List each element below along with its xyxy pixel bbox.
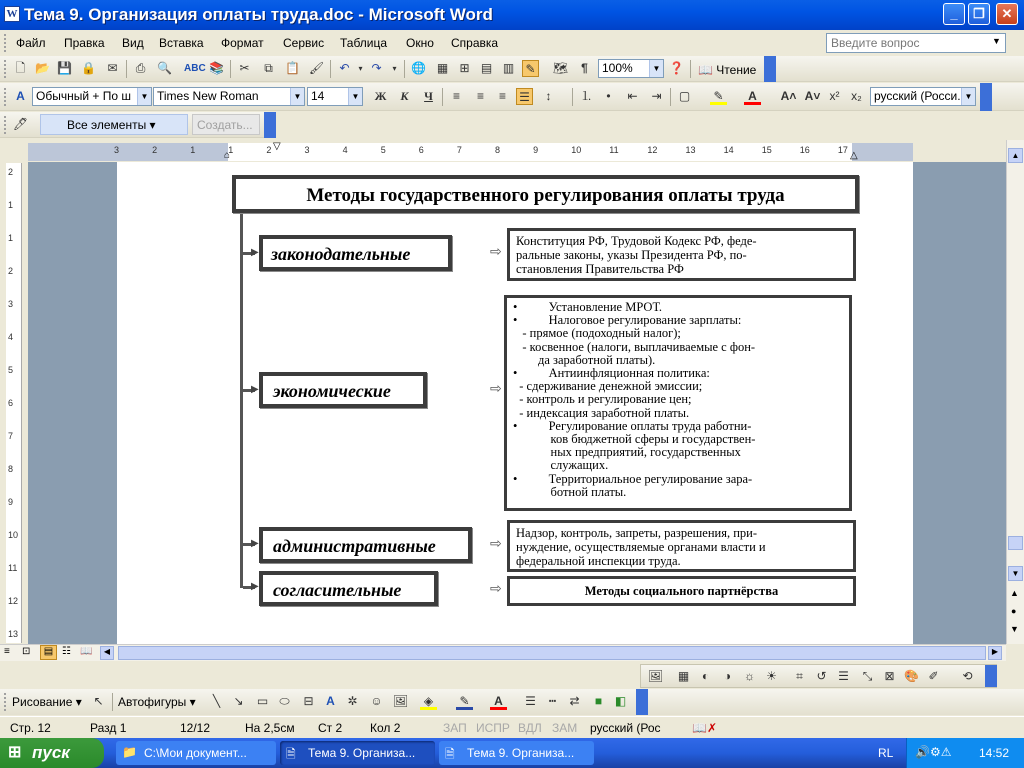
redo-icon[interactable]: ↷: [371, 61, 382, 75]
drawing-font-color-icon[interactable]: A: [490, 693, 507, 710]
desc-line: • Налоговое регулирование зарплаты:: [513, 313, 742, 328]
normal-view-icon[interactable]: ≡: [4, 646, 10, 657]
size-dropdown-icon[interactable]: ▼: [348, 88, 362, 105]
font-color-icon[interactable]: A: [744, 88, 761, 105]
new-document-icon[interactable]: 🗋: [15, 61, 26, 75]
desc-line: нуждение, осуществляемые органами власти и: [516, 540, 766, 554]
help-icon[interactable]: ❓: [669, 61, 684, 75]
scroll-right-icon[interactable]: ▶: [988, 646, 1002, 660]
insert-picture-icon[interactable]: 🖼: [647, 669, 664, 683]
outline-view-icon[interactable]: ☷: [62, 646, 71, 657]
copy-icon[interactable]: ⧉: [264, 61, 273, 75]
first-line-indent-marker[interactable]: ▽: [273, 141, 281, 152]
spelling-status-icon[interactable]: 📖✗: [692, 721, 717, 735]
status-rec[interactable]: ЗАП: [443, 721, 467, 735]
desc-conciliatory: [507, 576, 856, 606]
dash-style-icon[interactable]: ┅: [548, 694, 557, 708]
desc-administrative: [507, 520, 856, 572]
next-page-icon[interactable]: ▼: [1010, 624, 1019, 634]
ruler-number: 1: [190, 145, 196, 155]
method-economic: экономические: [259, 372, 427, 408]
text-wrapping-icon[interactable]: ⊠: [884, 669, 895, 683]
scroll-thumb[interactable]: [1008, 536, 1023, 550]
separator: [404, 60, 405, 78]
taskbar-item-word-2[interactable]: [439, 741, 594, 765]
vruler-number: 3: [8, 299, 14, 309]
align-left-icon[interactable]: ≡: [452, 89, 460, 103]
format-picture-icon[interactable]: 🎨: [904, 669, 919, 683]
desc-line: • Установление МРОТ.: [513, 300, 662, 314]
wordart-icon[interactable]: A: [326, 694, 335, 708]
word-app-icon[interactable]: W: [4, 6, 20, 22]
reading-view-icon[interactable]: 📖: [80, 646, 93, 657]
toolbar-options-icon[interactable]: [636, 689, 648, 715]
all-elements-button[interactable]: Все элементы ▾: [40, 114, 188, 135]
reset-picture-icon[interactable]: ⟲: [962, 669, 973, 683]
toolbar-options-icon[interactable]: [764, 56, 776, 82]
arrow-style-icon[interactable]: ⇄: [569, 694, 580, 708]
vruler-number: 10: [8, 530, 19, 540]
print-layout-view-icon[interactable]: ▤: [40, 645, 57, 660]
arrow-icon[interactable]: ↘: [233, 694, 244, 708]
undo-dropdown-icon[interactable]: ▾: [358, 64, 363, 73]
ruler-number: 9: [533, 145, 539, 155]
draw-menu-label: Рисование: [12, 695, 73, 709]
vruler-number: 4: [8, 332, 14, 342]
line-icon[interactable]: ╲: [212, 694, 221, 708]
vruler-number: 2: [8, 167, 14, 177]
ruler-number: 1: [228, 145, 234, 155]
menu-tools[interactable]: Сервис: [283, 36, 325, 50]
print-preview-icon[interactable]: 🔍: [157, 61, 172, 75]
separator: [670, 88, 671, 106]
fill-color-icon[interactable]: ◈: [420, 693, 437, 710]
font-value: Times New Roman: [157, 89, 259, 103]
word-icon: 🗎: [286, 747, 296, 761]
title-bar: [0, 0, 1024, 30]
formatting-toolbar: [0, 83, 1024, 111]
menu-insert[interactable]: Вставка: [159, 36, 204, 50]
status-language: русский (Рос: [590, 721, 661, 735]
desc-line: ботной платы.: [513, 484, 627, 499]
style-value: Обычный + По ш: [36, 89, 131, 103]
justify-icon[interactable]: ☰: [516, 88, 533, 105]
paste-icon[interactable]: 📋: [285, 61, 300, 75]
toolbar-grip[interactable]: [4, 116, 7, 134]
diagram-title: Методы государственного регулирования оплаты труда: [232, 175, 859, 213]
ruler-text-area: [228, 143, 852, 161]
scroll-up-icon[interactable]: ▲: [1008, 148, 1023, 163]
method-legislative: законодательные: [259, 235, 452, 271]
document-map-icon[interactable]: 🗺: [552, 61, 569, 75]
separator: [112, 693, 113, 711]
separator: [330, 60, 331, 78]
previous-page-icon[interactable]: ▲: [1010, 588, 1019, 598]
line-spacing-icon[interactable]: ↕: [545, 89, 552, 103]
all-elements-label: Все элементы: [67, 118, 147, 132]
ruler-number: 13: [685, 145, 696, 155]
ruler-number: 14: [723, 145, 734, 155]
less-brightness-icon[interactable]: ☀: [766, 669, 777, 683]
text-box-icon[interactable]: ⊟: [303, 694, 314, 708]
minimize-button[interactable]: _: [943, 3, 965, 25]
vruler-number: 2: [8, 266, 14, 276]
shrink-font-icon[interactable]: A˅: [804, 89, 821, 103]
hollow-arrow-icon: ⇨: [490, 535, 502, 551]
picture-icon[interactable]: 🖼: [392, 694, 409, 708]
desc-line: да заработной платы).: [513, 352, 656, 367]
status-section: Разд 1: [90, 721, 127, 735]
ruler-number: 2: [266, 145, 272, 155]
insert-excel-icon[interactable]: ▤: [480, 61, 493, 75]
restore-button[interactable]: ❐: [968, 3, 990, 25]
arrow-right-icon: ▶: [251, 247, 259, 258]
taskbar-item-word-1[interactable]: [280, 741, 435, 765]
system-tray: [906, 738, 1024, 768]
toolbar-grip[interactable]: [4, 693, 7, 711]
status-ext[interactable]: ВДЛ: [518, 721, 542, 735]
tables-borders-icon[interactable]: ▦: [436, 61, 449, 75]
read-mode-label: Чтение: [716, 63, 757, 77]
hollow-arrow-icon: ⇨: [490, 243, 502, 259]
menu-window[interactable]: Окно: [406, 36, 434, 50]
separator: [690, 60, 691, 78]
status-position: На 2,5см: [245, 721, 295, 735]
status-column: Кол 2: [370, 721, 401, 735]
crop-icon[interactable]: ⌗: [796, 669, 803, 683]
arrow-right-icon: ▶: [251, 581, 259, 592]
vruler-number: 1: [8, 200, 14, 210]
save-icon[interactable]: 💾: [57, 61, 72, 75]
format-painter-icon[interactable]: 🖌: [308, 61, 325, 75]
columns-icon[interactable]: ▥: [502, 61, 515, 75]
desc-economic: [504, 295, 852, 511]
more-contrast-icon[interactable]: ◐: [701, 669, 710, 683]
align-right-icon[interactable]: ≡: [498, 89, 506, 103]
ruler-number: 5: [380, 145, 386, 155]
menu-edit[interactable]: Правка: [64, 36, 105, 50]
show-hide-icon[interactable]: ¶: [581, 61, 588, 75]
styles-pane-icon[interactable]: 🖊: [12, 117, 29, 131]
connector-trunk: [240, 210, 243, 588]
print-icon[interactable]: ⎙: [135, 61, 146, 75]
arrow-right-icon: ▶: [251, 384, 259, 395]
compress-icon[interactable]: ⤡: [862, 669, 873, 683]
desc-line: служащих.: [513, 458, 609, 473]
email-icon[interactable]: ✉: [107, 61, 118, 75]
zoom-value: 100%: [602, 61, 633, 75]
language-value: русский (Росси.: [874, 89, 961, 103]
zoom-select[interactable]: [598, 59, 664, 78]
toolbar-options-icon[interactable]: [264, 112, 276, 138]
desc-line: становления Правительства РФ: [516, 262, 684, 276]
create-button[interactable]: Создать...: [192, 114, 260, 135]
shadow-icon[interactable]: ■: [594, 694, 603, 708]
select-objects-icon[interactable]: ↖: [93, 694, 104, 708]
scroll-left-icon[interactable]: ◀: [100, 646, 114, 660]
ruler-number: 3: [304, 145, 310, 155]
autoshapes-label: Автофигуры: [118, 695, 187, 709]
vruler-number: 5: [8, 365, 14, 375]
research-icon[interactable]: 📚: [209, 61, 224, 75]
subscript-icon[interactable]: x₂: [851, 89, 862, 103]
align-center-icon[interactable]: ≡: [476, 89, 484, 103]
tray-icons[interactable]: 🔊⚙⚠: [915, 745, 952, 759]
method-administrative: административные: [259, 527, 472, 563]
font-select[interactable]: [153, 87, 305, 106]
desc-line: Конституция РФ, Трудовой Кодекс РФ, феде-: [516, 234, 757, 248]
ruler-number: 17: [837, 145, 848, 155]
taskbar-item-folder[interactable]: [116, 741, 276, 765]
desc-line: • Антиинфляционная политика:: [513, 366, 710, 381]
line-color-icon[interactable]: ✎: [456, 693, 473, 710]
status-page: Стр. 12: [10, 721, 51, 735]
help-dropdown-icon[interactable]: ▼: [992, 36, 1001, 46]
select-browse-object-icon[interactable]: ●: [1011, 606, 1017, 616]
separator: [442, 88, 443, 106]
task-label: Тема 9. Организа...: [467, 746, 575, 760]
help-search-input[interactable]: Введите вопрос: [826, 33, 1006, 53]
highlight-icon[interactable]: ✎: [710, 88, 727, 105]
vruler-number: 8: [8, 464, 14, 474]
menu-format[interactable]: Формат: [221, 36, 264, 50]
horizontal-scrollbar[interactable]: [0, 644, 1006, 661]
permission-icon[interactable]: 🔒: [81, 61, 96, 75]
menu-table[interactable]: Таблица: [340, 36, 388, 50]
language-dropdown-icon[interactable]: ▼: [961, 88, 975, 105]
styles-formatting-icon[interactable]: A: [16, 89, 25, 103]
hyperlink-icon[interactable]: 🌐: [411, 61, 426, 75]
ruler-number: 15: [761, 145, 772, 155]
autoshapes-button[interactable]: Автофигуры ▾: [118, 695, 196, 709]
menu-help[interactable]: Справка: [451, 36, 499, 50]
desc-line: • Регулирование оплаты труда работни-: [513, 418, 752, 433]
desc-line: - прямое (подоходный налог);: [513, 326, 681, 341]
horizontal-scroll-thumb[interactable]: [118, 646, 986, 660]
status-line: Ст 2: [318, 721, 343, 735]
desc-line: ков бюджетной сферы и государствен-: [513, 432, 756, 447]
insert-table-icon[interactable]: ⊞: [459, 61, 470, 75]
desc-legislative: [507, 228, 856, 281]
ruler-number: 3: [114, 145, 120, 155]
styles-toolbar: [0, 112, 276, 138]
window-title: Тема 9. Организация оплаты труда.doc - Microsoft Word: [24, 5, 493, 24]
desc-line: - косвенное (налоги, выплачиваемые с фон-: [513, 339, 756, 354]
toolbar-grip[interactable]: [4, 88, 7, 106]
web-view-icon[interactable]: ⊡: [22, 646, 31, 657]
toolbar-grip[interactable]: [4, 60, 7, 78]
read-mode-button[interactable]: 📖 Чтение: [698, 63, 757, 77]
grow-font-icon[interactable]: A˄: [780, 89, 797, 103]
line-style-icon[interactable]: ☰: [838, 669, 849, 683]
status-pages: 12/12: [180, 721, 211, 735]
horizontal-ruler[interactable]: [28, 143, 913, 161]
separator: [572, 88, 573, 106]
menu-file[interactable]: Файл: [16, 36, 46, 50]
zoom-dropdown-icon[interactable]: ▼: [649, 60, 663, 77]
drawing-toolbar: [0, 689, 1024, 715]
diagram-icon[interactable]: ✲: [347, 694, 358, 708]
increase-indent-icon[interactable]: ⇥: [651, 89, 662, 103]
ruler-number: 6: [418, 145, 424, 155]
separator: [230, 60, 231, 78]
rotate-icon[interactable]: ↺: [816, 669, 827, 683]
ruler-number: 7: [456, 145, 462, 155]
language-indicator[interactable]: RL: [878, 746, 894, 760]
desc-line: - контроль и регулирование цен;: [513, 392, 692, 407]
desc-line: - сдерживание денежной эмиссии;: [513, 379, 703, 394]
decrease-indent-icon[interactable]: ⇤: [627, 89, 638, 103]
status-bar: [0, 716, 1024, 738]
draw-menu-button[interactable]: Рисование ▾: [12, 695, 82, 709]
vruler-number: 6: [8, 398, 14, 408]
hollow-arrow-icon: ⇨: [490, 380, 502, 396]
ruler-number: 8: [495, 145, 501, 155]
separator: [126, 60, 127, 78]
italic-button[interactable]: К: [400, 89, 409, 103]
undo-icon[interactable]: ↶: [339, 61, 350, 75]
vruler-number: 11: [8, 563, 18, 573]
style-dropdown-icon[interactable]: ▼: [137, 88, 151, 105]
font-size-value: 14: [311, 89, 325, 103]
vruler-number: 1: [8, 233, 14, 243]
redo-dropdown-icon[interactable]: ▾: [392, 64, 397, 73]
ruler-number: 11: [609, 145, 619, 155]
ruler-number: 10: [571, 145, 582, 155]
line-style-icon[interactable]: ☰: [525, 694, 536, 708]
bullets-icon[interactable]: •: [606, 89, 611, 103]
superscript-icon[interactable]: x²: [829, 89, 840, 103]
underline-button[interactable]: Ч: [424, 89, 433, 103]
desc-line: ных предприятий, государственных: [513, 445, 741, 460]
task-label: C:\Мои документ...: [144, 746, 247, 760]
scroll-down-icon[interactable]: ▼: [1008, 566, 1023, 581]
cut-icon[interactable]: ✂: [239, 61, 250, 75]
rectangle-icon[interactable]: ▭: [256, 694, 269, 708]
open-folder-icon[interactable]: 📂: [35, 61, 50, 75]
windows-logo-icon: ⊞: [8, 744, 22, 761]
status-trk[interactable]: ИСПР: [476, 721, 510, 735]
toolbar-options-icon[interactable]: [985, 665, 997, 687]
right-indent-marker[interactable]: △: [850, 150, 858, 161]
ruler-number: 16: [799, 145, 810, 155]
desc-line: федеральной инспекции труда.: [516, 554, 681, 568]
start-button[interactable]: [0, 738, 104, 768]
ruler-number: 2: [152, 145, 158, 155]
font-size-select[interactable]: [307, 87, 363, 106]
vruler-number: 7: [8, 431, 14, 441]
color-icon[interactable]: ▦: [677, 669, 690, 683]
menu-grip[interactable]: [4, 34, 7, 52]
ruler-number: 12: [647, 145, 658, 155]
hollow-arrow-icon: ⇨: [490, 580, 502, 596]
desc-line: Надзор, контроль, запреты, разрешения, при-: [516, 526, 758, 540]
border-icon[interactable]: ▢: [678, 89, 691, 103]
set-transparent-color-icon[interactable]: ✐: [928, 669, 939, 683]
desc-line: - индексация заработной платы.: [513, 405, 690, 420]
vruler-number: 12: [8, 596, 19, 606]
ruler-number: 4: [342, 145, 348, 155]
close-button[interactable]: ✕: [996, 3, 1018, 25]
3d-icon[interactable]: ◧: [614, 694, 627, 708]
vertical-scrollbar[interactable]: [1006, 140, 1024, 644]
word-icon: 🗎: [445, 747, 455, 761]
font-dropdown-icon[interactable]: ▼: [290, 88, 304, 105]
desc-line: Методы социального партнёрства: [584, 584, 779, 598]
oval-icon[interactable]: ⬭: [279, 694, 290, 708]
language-select[interactable]: [870, 87, 976, 106]
numbering-icon[interactable]: ⒈: [580, 89, 593, 103]
method-conciliatory: согласительные: [259, 571, 438, 606]
vruler-number: 9: [8, 497, 14, 507]
bold-button[interactable]: Ж: [374, 89, 387, 103]
clipart-icon[interactable]: ☺: [370, 694, 383, 708]
left-indent-marker[interactable]: ⌂: [224, 150, 231, 161]
less-contrast-icon[interactable]: ◑: [723, 669, 732, 683]
toolbar-options-icon[interactable]: [980, 83, 992, 111]
standard-toolbar: [0, 56, 1024, 82]
clock: 14:52: [979, 746, 1010, 760]
status-ovr[interactable]: ЗАМ: [552, 721, 578, 735]
spelling-icon[interactable]: ABC: [184, 63, 206, 74]
desc-line: ральные законы, указы Президента РФ, по-: [516, 248, 747, 262]
start-label: пуск: [32, 743, 70, 762]
arrow-right-icon: ▶: [251, 538, 259, 549]
folder-icon: 📁: [122, 745, 137, 759]
more-brightness-icon[interactable]: ☼: [744, 669, 755, 683]
task-label: Тема 9. Организа...: [308, 746, 416, 760]
vruler-number: 13: [8, 629, 19, 639]
menu-view[interactable]: Вид: [122, 36, 144, 50]
picture-toolbar: [640, 664, 997, 688]
drawing-icon[interactable]: ✎: [522, 60, 539, 77]
desc-line: • Территориальное регулирование зара-: [513, 471, 753, 486]
style-select[interactable]: [32, 87, 152, 106]
